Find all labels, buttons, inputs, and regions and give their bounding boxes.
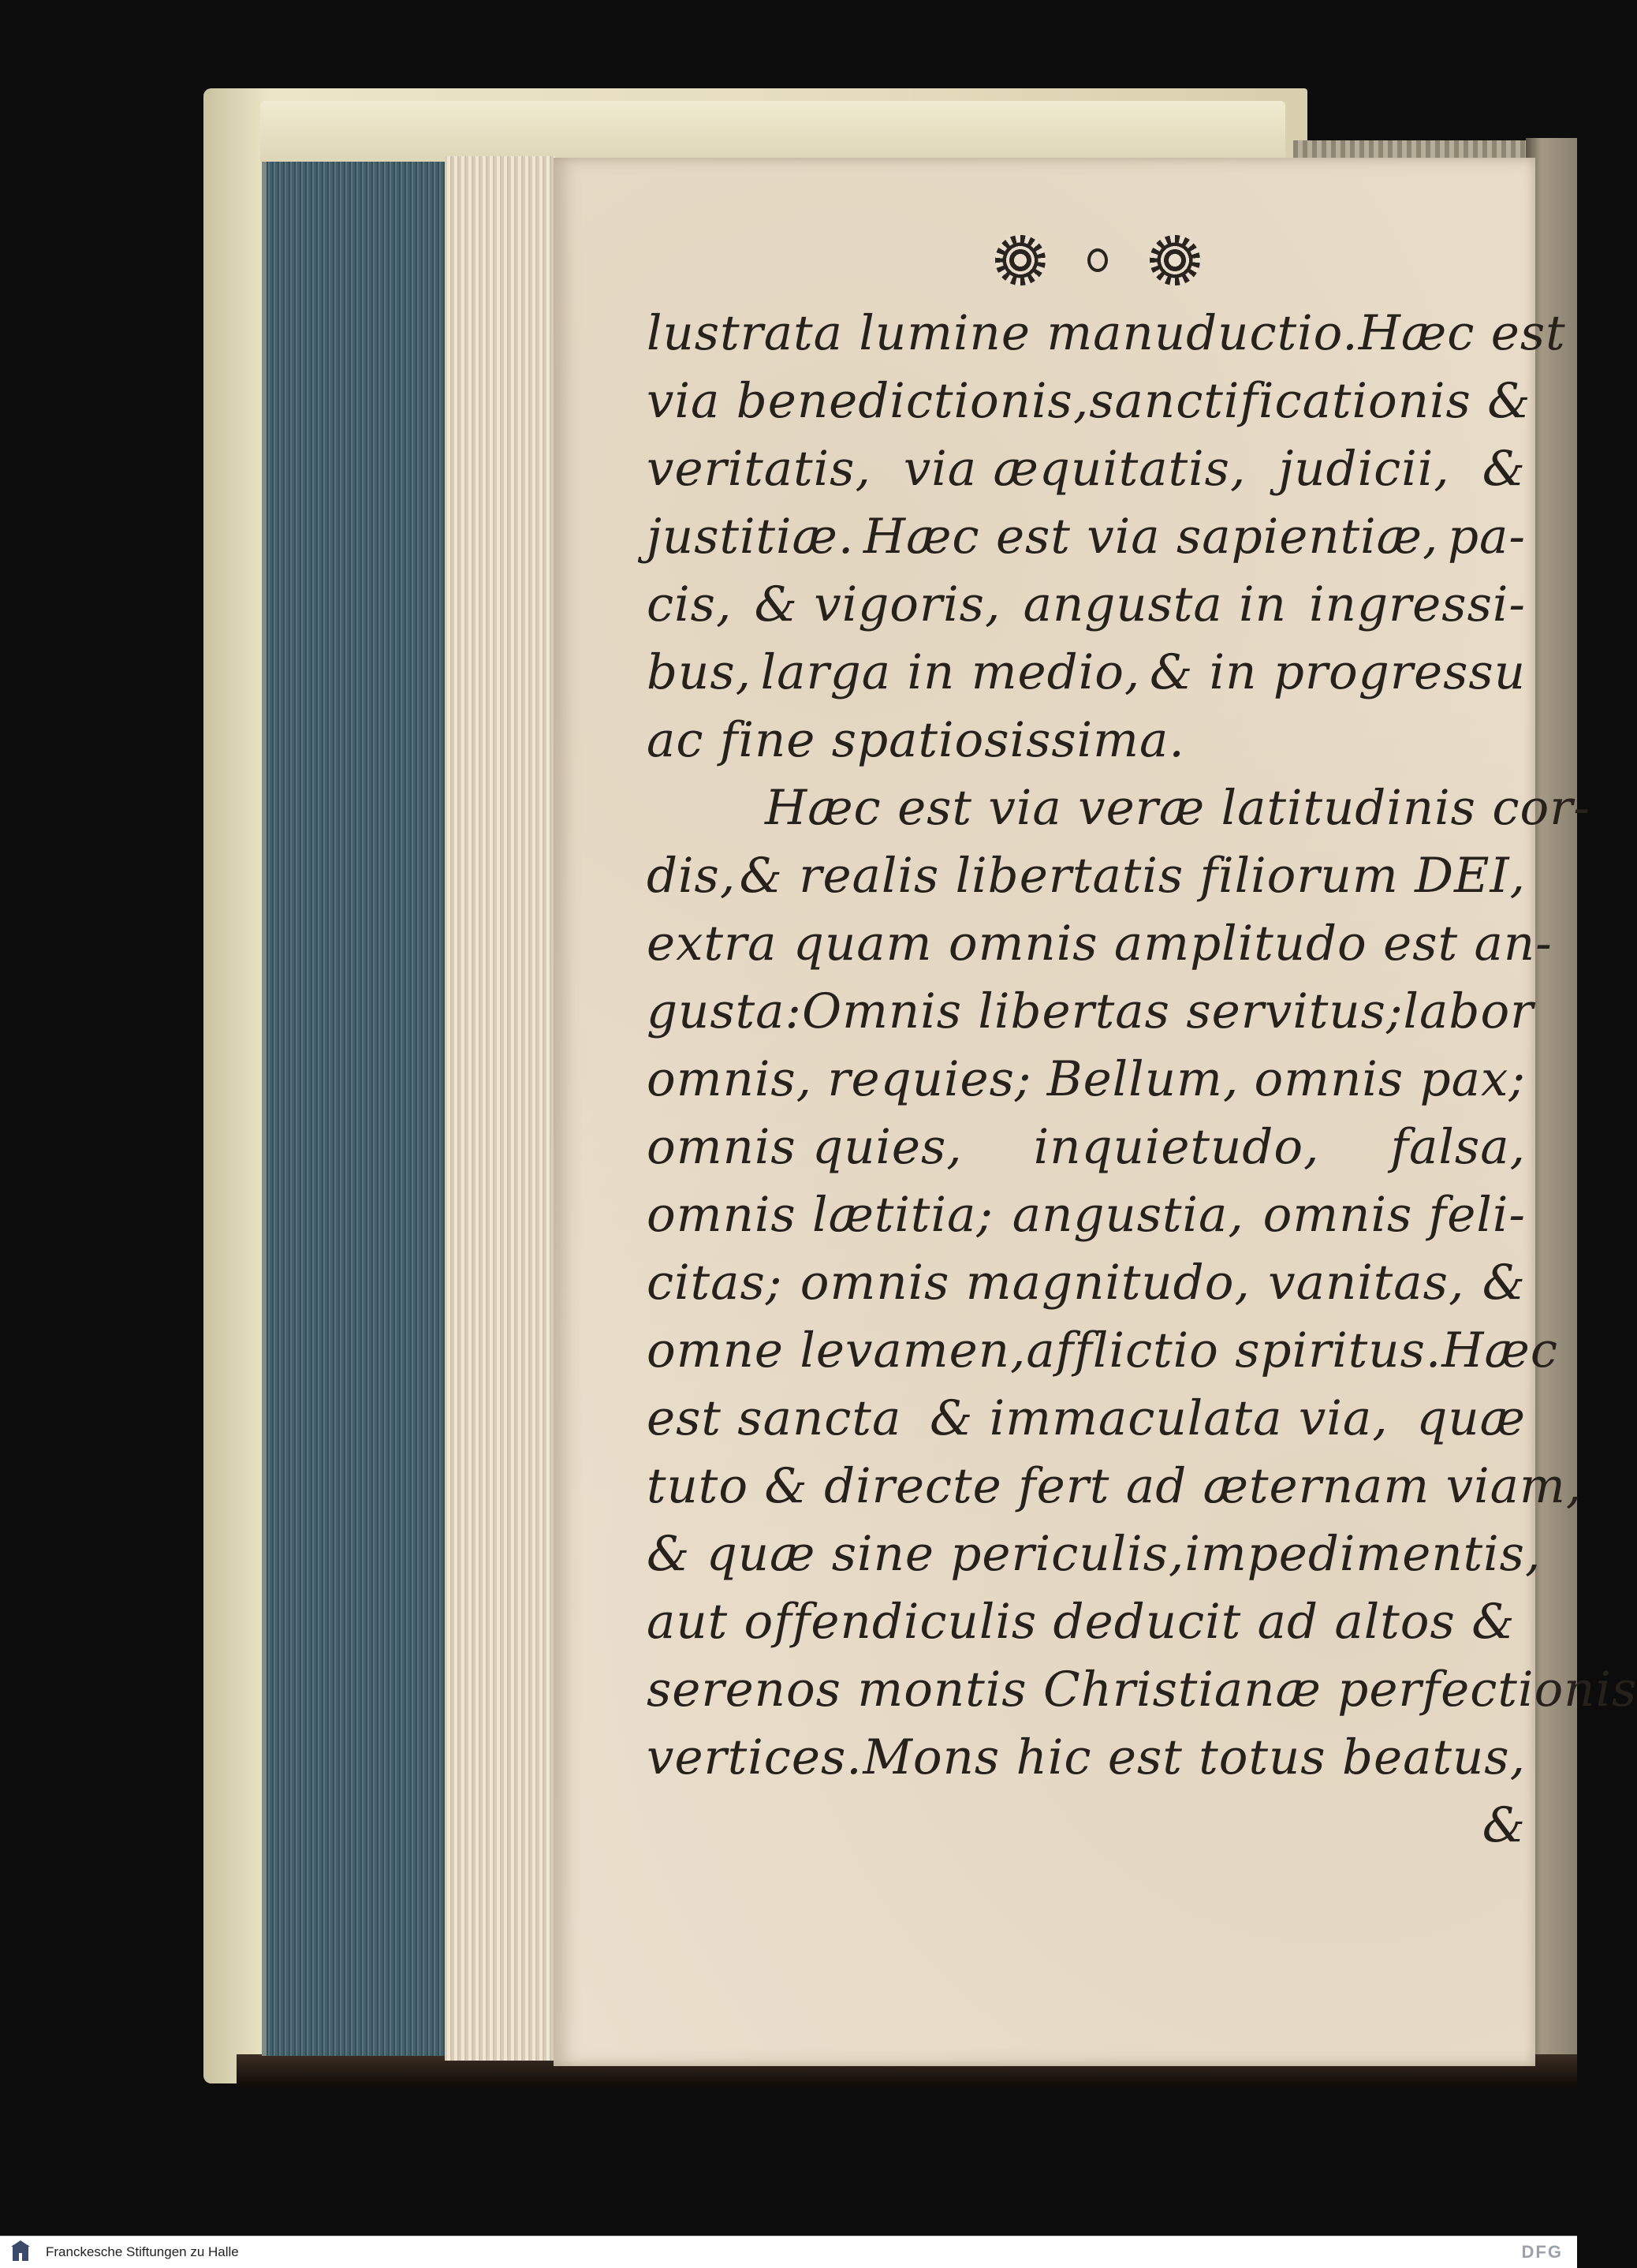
text-segment: Hæc est via sapientiæ, <box>863 509 1439 565</box>
text-segment: omnis magnitudo, <box>800 1255 1251 1311</box>
footer-attribution <box>0 2239 239 2266</box>
text-line <box>647 1520 1542 1588</box>
text-segment: sanctificationis & <box>1089 373 1531 429</box>
text-segment: gusta: <box>647 983 803 1039</box>
text-line <box>647 1792 1526 1860</box>
text-segment: omnis quies, <box>647 1119 963 1175</box>
text-segment: Hæc est <box>1358 305 1566 361</box>
text-segment: falsa, <box>1390 1119 1526 1175</box>
text-segment: via æquitatis, <box>903 441 1247 497</box>
text-line <box>647 1249 1526 1317</box>
text-line <box>647 842 1526 910</box>
text-line <box>647 300 1566 367</box>
text-segment: omne levamen, <box>647 1322 1027 1378</box>
text-segment: ingressi- <box>1309 576 1526 632</box>
text-segment: angusta in <box>1023 576 1287 632</box>
text-segment: justitiæ. <box>647 509 855 565</box>
text-segment: Mons hic est totus beatus, <box>863 1729 1526 1785</box>
text-segment: inquietudo, <box>1033 1119 1320 1175</box>
text-segment: Bellum, <box>1046 1051 1240 1107</box>
page-text <box>647 300 1637 1860</box>
page-edges-block <box>262 162 449 2056</box>
text-segment: judicii, <box>1278 441 1450 497</box>
text-line <box>647 435 1526 503</box>
text-line <box>647 910 1553 978</box>
text-line <box>647 1724 1526 1792</box>
text-line <box>647 1588 1526 1656</box>
text-segment: requies; <box>827 1051 1032 1107</box>
rosette-ornament-icon <box>995 235 1046 285</box>
text-segment: omnis feli- <box>1262 1187 1526 1243</box>
text-line <box>647 503 1526 571</box>
text-segment: bus, <box>647 644 752 700</box>
text-segment: omnis pax; <box>1254 1051 1526 1107</box>
text-line <box>647 1046 1526 1113</box>
text-line <box>647 774 1590 842</box>
text-segment: aut offendiculis deducit ad altos & <box>647 1594 1516 1650</box>
text-segment: Omnis libertas servitus; <box>802 983 1404 1039</box>
text-line <box>647 1453 1583 1520</box>
text-segment: est sancta <box>647 1390 902 1446</box>
text-segment: citas; <box>647 1255 783 1311</box>
rosette-ornament-icon <box>1150 235 1200 285</box>
text-segment: quæ <box>1416 1390 1526 1446</box>
text-segment: & in progressu <box>1149 644 1526 700</box>
text-segment: & <box>1482 441 1526 497</box>
text-segment: via benedictionis, <box>647 373 1090 429</box>
viewer-footer <box>0 2236 1577 2268</box>
institution-name[interactable]: Franckesche Stiftungen zu Halle <box>46 2244 239 2259</box>
text-line <box>647 978 1534 1046</box>
text-segment: & <box>1482 1797 1526 1853</box>
text-segment: serenos montis Christianæ perfectionis <box>647 1662 1637 1718</box>
text-segment: extra quam omnis amplitudo est an- <box>647 916 1553 972</box>
text-line <box>647 367 1531 435</box>
text-segment: afflictio spiritus. <box>1026 1322 1442 1378</box>
text-segment: Hæc est via veræ latitudinis cor- <box>765 780 1590 836</box>
book-page <box>554 158 1637 2066</box>
text-segment: veritatis, <box>647 441 871 497</box>
text-segment: pa- <box>1447 509 1526 565</box>
text-line <box>647 707 1526 774</box>
text-segment: & quæ sine periculis, <box>647 1526 1185 1582</box>
text-segment: Hæc <box>1441 1322 1558 1378</box>
text-segment: angustia, <box>1012 1187 1244 1243</box>
ring-ornament-icon <box>1087 248 1108 272</box>
text-segment: lustrata lumine manuductio. <box>647 305 1359 361</box>
dfg-logo[interactable]: DFG <box>1521 2242 1563 2262</box>
text-segment: & immaculata via, <box>930 1390 1389 1446</box>
text-segment: & realis libertatis filiorum DEI, <box>739 848 1526 904</box>
text-line <box>647 1113 1526 1181</box>
text-line <box>647 1181 1526 1249</box>
text-line <box>647 1317 1558 1385</box>
page-head-ornament <box>995 233 1200 288</box>
page-leaves <box>445 156 555 2061</box>
text-segment: omnis lætitia; <box>647 1187 994 1243</box>
text-line <box>647 639 1526 707</box>
text-line <box>647 1656 1637 1724</box>
cover-top-edge <box>260 101 1285 164</box>
text-line <box>647 1385 1526 1453</box>
text-segment: vanitas, <box>1268 1255 1465 1311</box>
text-segment: impedimentis, <box>1184 1526 1542 1582</box>
text-segment: tuto & directe fert ad æternam viam, <box>647 1458 1583 1514</box>
text-segment: ac fine spatiosissima. <box>647 712 1185 768</box>
text-line <box>647 571 1526 639</box>
text-segment: dis, <box>647 848 736 904</box>
text-segment: omnis, <box>647 1051 813 1107</box>
text-segment: labor <box>1403 983 1534 1039</box>
text-segment: & vigoris, <box>754 576 1001 632</box>
text-segment: vertices. <box>647 1729 863 1785</box>
institution-logo-icon <box>5 2239 36 2266</box>
text-segment: larga in medio, <box>760 644 1141 700</box>
text-segment: & <box>1482 1255 1526 1311</box>
text-segment: cis, <box>647 576 733 632</box>
